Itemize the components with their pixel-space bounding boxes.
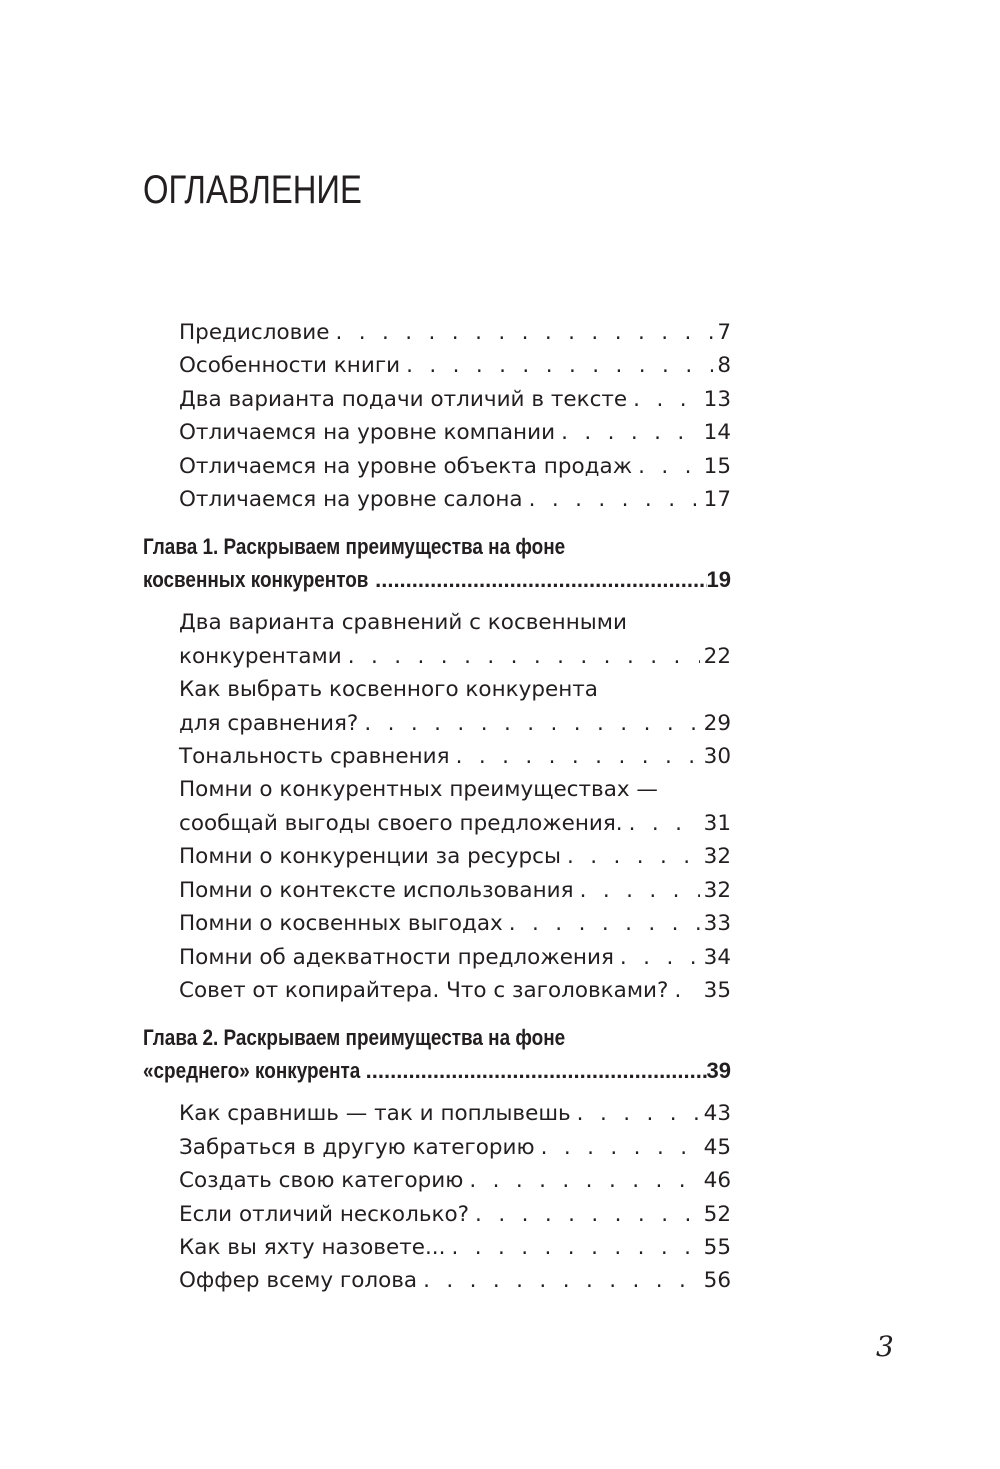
page-number: 3 xyxy=(876,1330,894,1363)
toc-entry-line xyxy=(179,974,731,1007)
toc-page-number: 55 xyxy=(703,1234,731,1260)
toc-entry[interactable] xyxy=(179,907,731,940)
toc-entry-line xyxy=(179,1198,731,1231)
toc-entry-line xyxy=(179,673,731,706)
toc-entry-line xyxy=(179,483,731,516)
toc-entry-title: конкурентами xyxy=(179,643,342,669)
toc-entry[interactable] xyxy=(179,941,731,974)
toc-page-number: 31 xyxy=(703,810,731,836)
toc-entry[interactable] xyxy=(179,606,731,673)
chapter-title-text: «среднего» конкурента xyxy=(143,1058,361,1084)
chapter-heading[interactable] xyxy=(143,1021,731,1087)
toc-entry-title: Создать свою категорию xyxy=(179,1168,464,1194)
dot-leader xyxy=(561,416,700,449)
toc-entry-line xyxy=(179,1164,731,1197)
dot-leader xyxy=(633,383,699,416)
toc-page-number: 17 xyxy=(703,487,731,513)
toc-entry[interactable] xyxy=(179,349,731,382)
toc-entry-title: Оффер всему голова xyxy=(179,1268,418,1294)
toc-entry-title: Особенности книги xyxy=(179,353,401,379)
chapter-title-line xyxy=(143,1054,731,1087)
toc-entry[interactable] xyxy=(179,773,731,840)
toc-entry[interactable] xyxy=(179,974,731,1007)
toc-entry[interactable] xyxy=(179,450,731,483)
dot-leader xyxy=(335,316,713,349)
toc-page-number: 45 xyxy=(703,1134,731,1160)
dot-leader xyxy=(638,450,700,483)
table-of-contents xyxy=(0,316,1000,1312)
toc-entry-title: Как выбрать косвенного конкурента xyxy=(179,677,598,703)
toc-page-number: 56 xyxy=(703,1268,731,1294)
dot-leader xyxy=(629,807,700,840)
toc-page-number: 32 xyxy=(703,877,731,903)
toc-page-number: 7 xyxy=(717,320,731,345)
chapters-list xyxy=(0,530,1000,1297)
toc-page-number: 33 xyxy=(703,911,731,937)
toc-entry-title: Как вы яхту назовете... xyxy=(179,1234,446,1260)
dot-leader xyxy=(366,1054,707,1087)
toc-entry-title: сообщай выгоды своего предложения. xyxy=(179,810,623,836)
chapter-page-number: 39 xyxy=(706,1058,731,1084)
toc-entry-title: Помни о конкуренции за ресурсы xyxy=(179,844,561,870)
dot-leader xyxy=(529,483,700,516)
toc-entry[interactable] xyxy=(179,1231,731,1264)
toc-entry-title: Помни о косвенных выгодах xyxy=(179,911,503,937)
chapter-title-line xyxy=(143,563,731,596)
toc-entry[interactable] xyxy=(179,840,731,873)
dot-leader xyxy=(423,1264,700,1297)
toc-page-number: 13 xyxy=(703,386,731,412)
toc-page-number: 52 xyxy=(703,1201,731,1227)
toc-entry-line xyxy=(179,316,731,349)
toc-entry-line xyxy=(179,1131,731,1164)
dot-leader xyxy=(469,1164,699,1197)
dot-leader xyxy=(475,1198,700,1231)
toc-entry-title: Отличаемся на уровне компании xyxy=(179,420,556,446)
toc-page-number: 43 xyxy=(703,1101,731,1127)
toc-entry-title: Помни об адекватности предложения xyxy=(179,944,614,970)
toc-entry-line xyxy=(179,874,731,907)
toc-entry-line xyxy=(179,383,731,416)
toc-entry-line xyxy=(179,349,731,382)
toc-entry-line xyxy=(179,1231,731,1264)
toc-entry-line xyxy=(179,840,731,873)
toc-entry-line xyxy=(179,606,731,639)
dot-leader xyxy=(567,840,700,873)
toc-entry[interactable] xyxy=(179,483,731,516)
dot-leader xyxy=(580,874,700,907)
toc-entry-line xyxy=(179,740,731,773)
toc-entry-line xyxy=(179,773,731,806)
toc-page-number: 15 xyxy=(703,453,731,479)
toc-entry-line xyxy=(179,941,731,974)
toc-entry[interactable] xyxy=(179,1131,731,1164)
chapter-title-line: Глава 2. Раскрываем преимущества на фоне xyxy=(143,1025,566,1051)
dot-leader xyxy=(620,941,700,974)
toc-entry[interactable] xyxy=(179,740,731,773)
dot-leader xyxy=(456,740,700,773)
chapter-heading[interactable] xyxy=(143,530,731,596)
toc-entry-line xyxy=(179,807,731,840)
toc-page-number: 14 xyxy=(703,420,731,446)
dot-leader xyxy=(364,707,699,740)
toc-entry-title: Два варианта сравнений с косвенными xyxy=(179,610,627,636)
toc-entry-title: для сравнения? xyxy=(179,710,359,736)
chapter-title-line: Глава 1. Раскрываем преимущества на фоне xyxy=(143,534,566,560)
chapter-page-number: 19 xyxy=(706,567,731,593)
toc-entry[interactable] xyxy=(179,416,731,449)
toc-entry-title: Как сравнишь — так и поплывешь xyxy=(179,1101,571,1127)
dot-leader xyxy=(577,1097,700,1130)
toc-page-number: 32 xyxy=(703,844,731,870)
intro-section xyxy=(0,316,1000,516)
toc-entry-line xyxy=(179,640,731,673)
dot-leader xyxy=(406,349,713,382)
toc-entry-title: Помни о конкурентных преимуществах — xyxy=(179,777,658,803)
page-title: ОГЛАВЛЕНИЕ xyxy=(143,168,362,212)
toc-entry[interactable] xyxy=(179,673,731,740)
chapter-entries xyxy=(0,606,1000,1007)
toc-page-number: 22 xyxy=(703,643,731,669)
dot-leader xyxy=(348,640,700,673)
toc-entry-line xyxy=(179,707,731,740)
dot-leader xyxy=(375,563,706,596)
toc-entry-line xyxy=(179,1097,731,1130)
toc-page-number: 29 xyxy=(703,710,731,736)
dot-leader xyxy=(674,974,699,1007)
toc-entry-line xyxy=(179,416,731,449)
toc-entry-line xyxy=(179,1264,731,1297)
toc-entry-line xyxy=(179,907,731,940)
toc-entry-title: Отличаемся на уровне салона xyxy=(179,487,523,513)
toc-entry-title: Совет от копирайтера. Что с заголовками? xyxy=(179,977,669,1003)
toc-page-number: 30 xyxy=(703,744,731,770)
toc-entry[interactable] xyxy=(179,316,731,349)
toc-page-number: 34 xyxy=(703,944,731,970)
toc-entry[interactable] xyxy=(179,1264,731,1297)
toc-entry-title: Помни о контексте использования xyxy=(179,877,574,903)
dot-leader xyxy=(541,1131,700,1164)
toc-entry-title: Тональность сравнения xyxy=(179,744,450,770)
toc-entry[interactable] xyxy=(179,874,731,907)
toc-entry-title: Забраться в другую категорию xyxy=(179,1134,535,1160)
toc-entry[interactable] xyxy=(179,383,731,416)
dot-leader xyxy=(451,1231,699,1264)
toc-entry[interactable] xyxy=(179,1164,731,1197)
toc-page-number: 35 xyxy=(703,977,731,1003)
toc-entry-title: Предисловие xyxy=(179,320,330,345)
toc-entry[interactable] xyxy=(179,1097,731,1130)
toc-page-number: 46 xyxy=(703,1168,731,1194)
toc-entry-line xyxy=(179,450,731,483)
dot-leader xyxy=(509,907,700,940)
chapter-title-text: косвенных конкурентов xyxy=(143,567,369,593)
toc-entry-title: Отличаемся на уровне объекта продаж xyxy=(179,453,633,479)
toc-page-number: 8 xyxy=(717,353,731,379)
toc-entry-title: Если отличий несколько? xyxy=(179,1201,470,1227)
chapter-entries xyxy=(0,1097,1000,1297)
toc-entry[interactable] xyxy=(179,1198,731,1231)
toc-entry-title: Два варианта подачи отличий в тексте xyxy=(179,386,628,412)
